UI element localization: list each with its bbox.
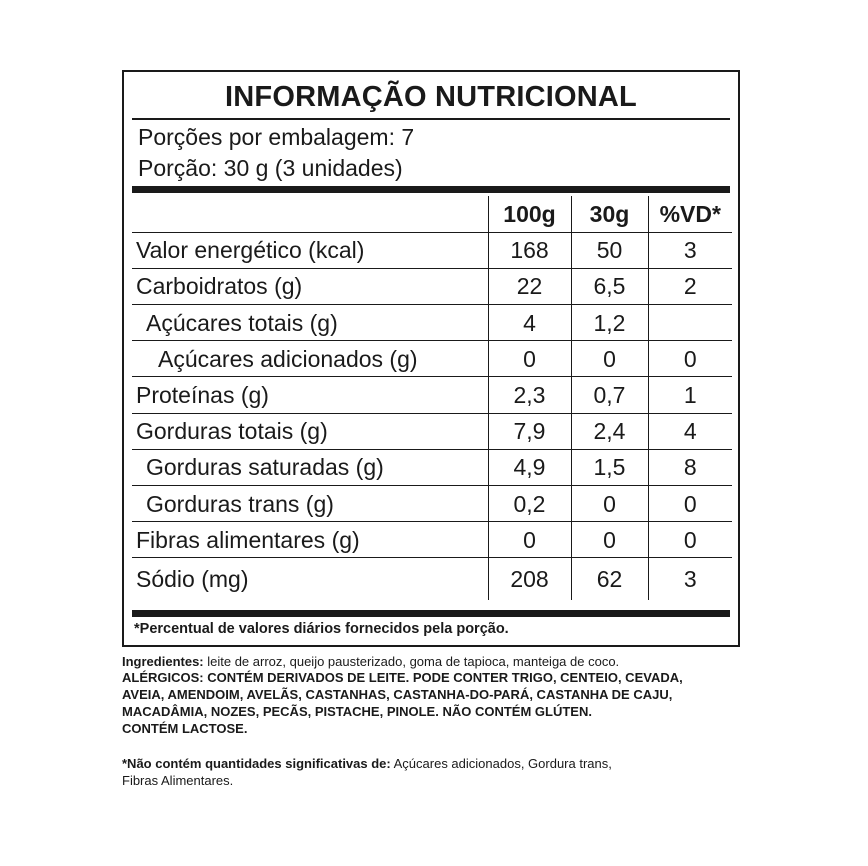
row-label: Açúcares totais (g)	[132, 305, 488, 341]
allergens-line-4: CONTÉM LACTOSE.	[122, 721, 248, 736]
row-label: Gorduras totais (g)	[132, 413, 488, 449]
row-label: Valor energético (kcal)	[132, 232, 488, 268]
cell-100g: 4,9	[488, 449, 571, 485]
not-significant-label: *Não contém quantidades significativas de:	[122, 756, 391, 771]
not-significant-text: Açúcares adicionados, Gordura trans,	[390, 756, 612, 771]
cell-vd: 2	[648, 268, 732, 304]
nutrition-table	[132, 196, 732, 600]
cell-30g: 1,5	[571, 449, 648, 485]
row-label: Sódio (mg)	[136, 566, 249, 593]
table-row	[132, 486, 732, 522]
cell-100g: 7,9	[488, 413, 571, 449]
cell-100g: 0	[488, 341, 571, 377]
table-bottom-divider	[132, 610, 730, 617]
table-header-row	[132, 196, 732, 232]
not-significant-line-1	[122, 755, 612, 773]
cell-30g: 0	[571, 522, 648, 558]
table-row	[132, 232, 732, 268]
table-row	[132, 522, 732, 558]
nutrition-facts-panel	[122, 70, 740, 647]
cell-30g: 0	[571, 341, 648, 377]
cell-100g: 2,3	[488, 377, 571, 413]
cell-vd: 1	[648, 377, 732, 413]
ingredients-label: Ingredientes:	[122, 654, 204, 669]
row-label: Fibras alimentares (g)	[132, 522, 488, 558]
cell-vd: 0	[648, 341, 732, 377]
nutrition-title: INFORMAÇÃO NUTRICIONAL	[225, 81, 637, 113]
table-row	[132, 413, 732, 449]
header-vd: %VD*	[648, 196, 732, 232]
allergens-line-3: MACADÂMIA, NOZES, PECÃS, PISTACHE, PINOLE. NÃO CONTÉM GLÚTEN.	[122, 704, 592, 719]
cell-vd: 4	[648, 413, 732, 449]
cell-100g: 0	[488, 522, 571, 558]
row-label: Proteínas (g)	[132, 377, 488, 413]
allergens-line-2: AVEIA, AMENDOIM, AVELÃS, CASTANHAS, CASTANHA-DO-PARÁ, CASTANHA DE CAJU,	[122, 687, 673, 702]
header-100g: 100g	[488, 196, 571, 232]
cell-30g: 0,7	[571, 377, 648, 413]
cell-30g: 1,2	[571, 305, 648, 341]
table-row	[132, 305, 732, 341]
cell-vd: 0	[648, 522, 732, 558]
title-divider	[132, 118, 730, 120]
cell-vd: 3	[648, 232, 732, 268]
cell-30g: 2,4	[571, 413, 648, 449]
cell-30g: 0	[571, 486, 648, 522]
serving-size: Porção: 30 g (3 unidades)	[138, 155, 403, 181]
table-row	[132, 268, 732, 304]
table-row	[132, 377, 732, 413]
cell-100g: 208	[488, 558, 571, 600]
header-30g: 30g	[571, 196, 648, 232]
serving-divider	[132, 186, 730, 193]
allergens-line-1: ALÉRGICOS: CONTÉM DERIVADOS DE LEITE. PODE CONTER TRIGO, CENTEIO, CEVADA,	[122, 670, 683, 685]
servings-per-package: Porções por embalagem: 7	[138, 124, 415, 150]
table-row	[132, 449, 732, 485]
row-label: Açúcares adicionados (g)	[132, 341, 488, 377]
vd-footnote: *Percentual de valores diários fornecidos pela porção.	[134, 621, 509, 637]
row-label: Gorduras saturadas (g)	[132, 449, 488, 485]
cell-100g: 168	[488, 232, 571, 268]
table-row	[132, 341, 732, 377]
cell-vd: 0	[648, 486, 732, 522]
cell-30g: 6,5	[571, 268, 648, 304]
cell-30g: 50	[571, 232, 648, 268]
ingredients-text: leite de arroz, queijo pausterizado, goma de tapioca, manteiga de coco.	[203, 654, 620, 669]
cell-vd: 8	[648, 449, 732, 485]
cell-100g: 22	[488, 268, 571, 304]
row-label: Carboidratos (g)	[132, 268, 488, 304]
header-empty-cell	[132, 196, 488, 232]
row-label: Gorduras trans (g)	[132, 486, 488, 522]
table-row	[132, 558, 732, 600]
cell-30g: 62	[571, 558, 648, 600]
cell-vd: 3	[648, 558, 732, 600]
cell-vd	[648, 305, 732, 341]
cell-100g: 4	[488, 305, 571, 341]
not-significant-line-2: Fibras Alimentares.	[122, 773, 234, 788]
cell-100g: 0,2	[488, 486, 571, 522]
